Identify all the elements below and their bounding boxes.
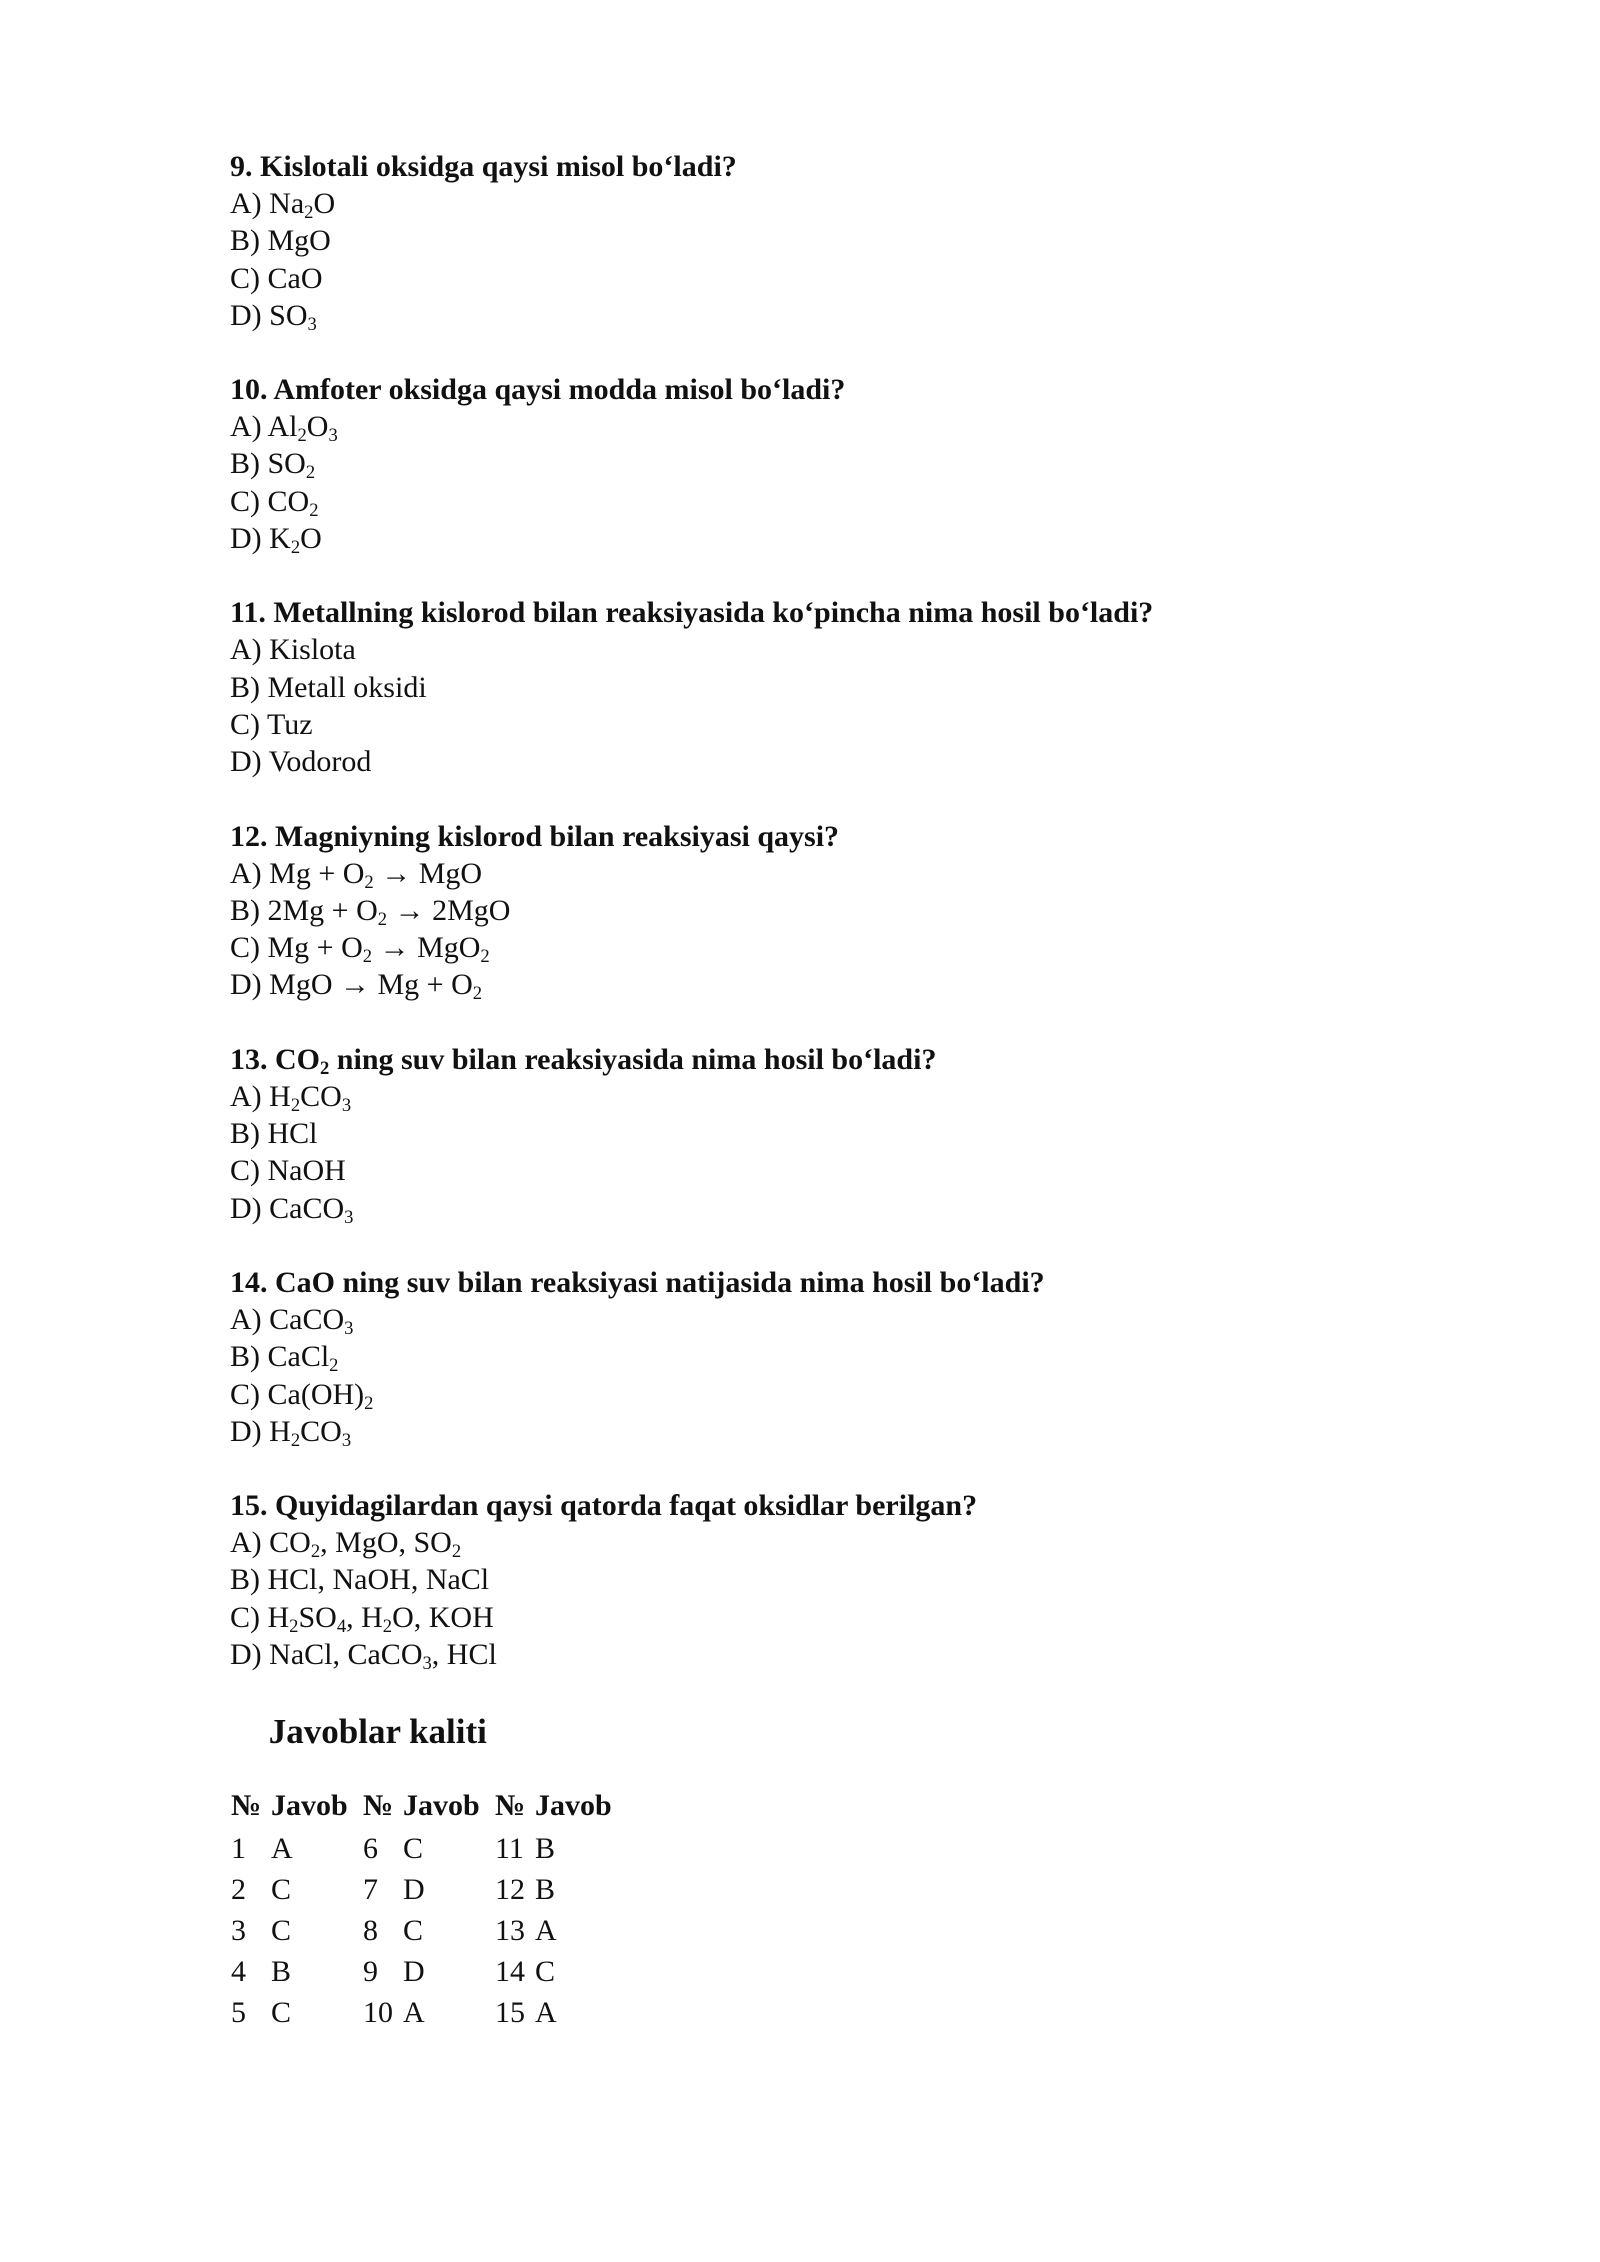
question-title: 10. Amfoter oksidga qaysi modda misol bo‘ladi? <box>230 373 846 407</box>
question-number-cell: 3 <box>231 1913 246 1947</box>
answer-option: A) Kislota <box>230 633 356 667</box>
answer-cell: D <box>403 1954 425 1988</box>
answer-option: C) Tuz <box>230 707 313 741</box>
header-number: № <box>231 1789 262 1823</box>
answer-key-table <box>231 1784 615 2033</box>
answer-option: D) $H_2CO_3$ <box>230 1414 352 1452</box>
question-number-cell: 13 <box>495 1913 525 1947</box>
answer-option: A) $Al_2O_3$ <box>230 410 338 447</box>
question-block <box>230 1264 1600 1450</box>
answer-key-heading <box>230 1710 1600 1754</box>
question-number-cell: 15 <box>495 1995 525 2029</box>
answer-option: C) $Ca(OH)_2$ <box>230 1377 374 1414</box>
question-block <box>230 371 1600 557</box>
answer-cell: C <box>535 1954 556 1988</box>
answer-option: C) $CO_2$ <box>230 484 319 521</box>
question-title: 14. CaO ning suv bilan reaksiyasi natijasida nima hosil bo‘ladi? <box>230 1265 1045 1299</box>
question-block <box>230 818 1600 1004</box>
question-number-cell: 4 <box>231 1954 246 1988</box>
answer-option: B) HCl, NaOH, NaCl <box>230 1563 490 1597</box>
answer-option: B) MgO <box>230 224 331 258</box>
answer-cell: C <box>271 1995 292 2029</box>
answer-key-body <box>231 1828 615 2033</box>
answer-option: A) $Mg + O_2$ → MgO <box>230 856 483 893</box>
answer-option: B) HCl <box>230 1117 318 1151</box>
question-number-cell: 1 <box>231 1831 246 1865</box>
question-title: 15. Quyidagilardan qaysi qatorda faqat oksidlar berilgan? <box>230 1489 978 1523</box>
header-answer: Javob <box>535 1789 612 1823</box>
answer-option: C) CaO <box>230 261 323 295</box>
table-row <box>231 1869 615 1910</box>
answer-option: B) CaCl$_2$ <box>230 1340 339 1377</box>
answer-cell: A <box>535 1995 557 2029</box>
question-block <box>230 594 1600 780</box>
header-answer: Javob <box>403 1789 480 1823</box>
question-number-cell: 12 <box>495 1872 525 1906</box>
answer-key-title: Javoblar kaliti <box>268 1712 487 1752</box>
answer-cell: D <box>403 1872 425 1906</box>
header-number: № <box>495 1789 526 1823</box>
answer-option: C) $Mg + O_2 \to MgO_2$ <box>230 931 490 968</box>
answer-key-header-row <box>231 1784 615 1828</box>
answer-cell: B <box>535 1831 556 1865</box>
table-row <box>231 1951 615 1992</box>
answer-option: D) $K_2O$ <box>230 522 322 559</box>
table-row <box>231 1910 615 1951</box>
question-title: 11. Metallning kislorod bilan reaksiyasida ko‘pincha nima hosil bo‘ladi? <box>230 596 1154 630</box>
answer-option: B) $2Mg + O_2 \to 2MgO$ <box>230 893 511 931</box>
answer-option: D) MgO → $Mg + O_2$ <box>230 968 483 1005</box>
question-number-cell: 14 <box>495 1954 525 1988</box>
answer-cell: A <box>403 1995 425 2029</box>
answer-option: C) $H_2SO_4$, $H_2O$, KOH <box>230 1600 494 1637</box>
header-answer: Javob <box>271 1789 348 1823</box>
answer-cell: C <box>403 1913 424 1947</box>
question-number-cell: 9 <box>363 1954 378 1988</box>
question-number-cell: 10 <box>363 1995 393 2029</box>
answer-option: B) $SO_2$ <box>230 447 316 484</box>
question-number-cell: 5 <box>231 1995 246 2029</box>
header-number: № <box>363 1789 394 1823</box>
table-row <box>231 1828 615 1869</box>
answer-option: A) $Na_2O$ <box>230 187 336 224</box>
answer-option: A) CaCO$_3$ <box>230 1302 354 1340</box>
answer-cell: A <box>535 1913 557 1947</box>
question-block <box>230 148 1600 334</box>
question-list <box>230 148 1600 1673</box>
question-title: 12. Magniyning kislorod bilan reaksiyasi qaysi? <box>230 819 840 853</box>
question-number-cell: 6 <box>363 1831 378 1865</box>
answer-option: D) $SO_3$ <box>230 298 317 336</box>
answer-cell: C <box>271 1913 292 1947</box>
answer-cell: B <box>535 1872 556 1906</box>
answer-cell: B <box>271 1954 292 1988</box>
question-number-cell: 8 <box>363 1913 378 1947</box>
question-title: 9. Kislotali oksidga qaysi misol bo‘ladi? <box>230 150 737 183</box>
question-block <box>230 1487 1600 1673</box>
answer-option: B) Metall oksidi <box>230 670 427 704</box>
answer-option: D) NaCl, CaCO$_3$, HCl <box>230 1638 497 1675</box>
answer-cell: C <box>271 1872 292 1906</box>
answer-option: A) $CO_2$, MgO, $SO_2$ <box>230 1526 462 1563</box>
question-number-cell: 2 <box>231 1872 246 1906</box>
answer-cell: C <box>403 1831 424 1865</box>
answer-option: D) CaCO$_3$ <box>230 1191 354 1228</box>
question-block <box>230 1041 1600 1227</box>
question-number-cell: 7 <box>363 1872 378 1906</box>
answer-option: A) $H_2CO_3$ <box>230 1079 352 1116</box>
answer-option: C) NaOH <box>230 1154 346 1188</box>
question-number-cell: 11 <box>495 1831 524 1865</box>
answer-option: D) Vodorod <box>230 745 372 779</box>
table-row <box>231 1992 615 2033</box>
question-title: 13. $CO_2$ ning suv bilan reaksiyasida nima hosil bo‘ladi? <box>230 1042 937 1079</box>
answer-cell: A <box>271 1831 293 1865</box>
